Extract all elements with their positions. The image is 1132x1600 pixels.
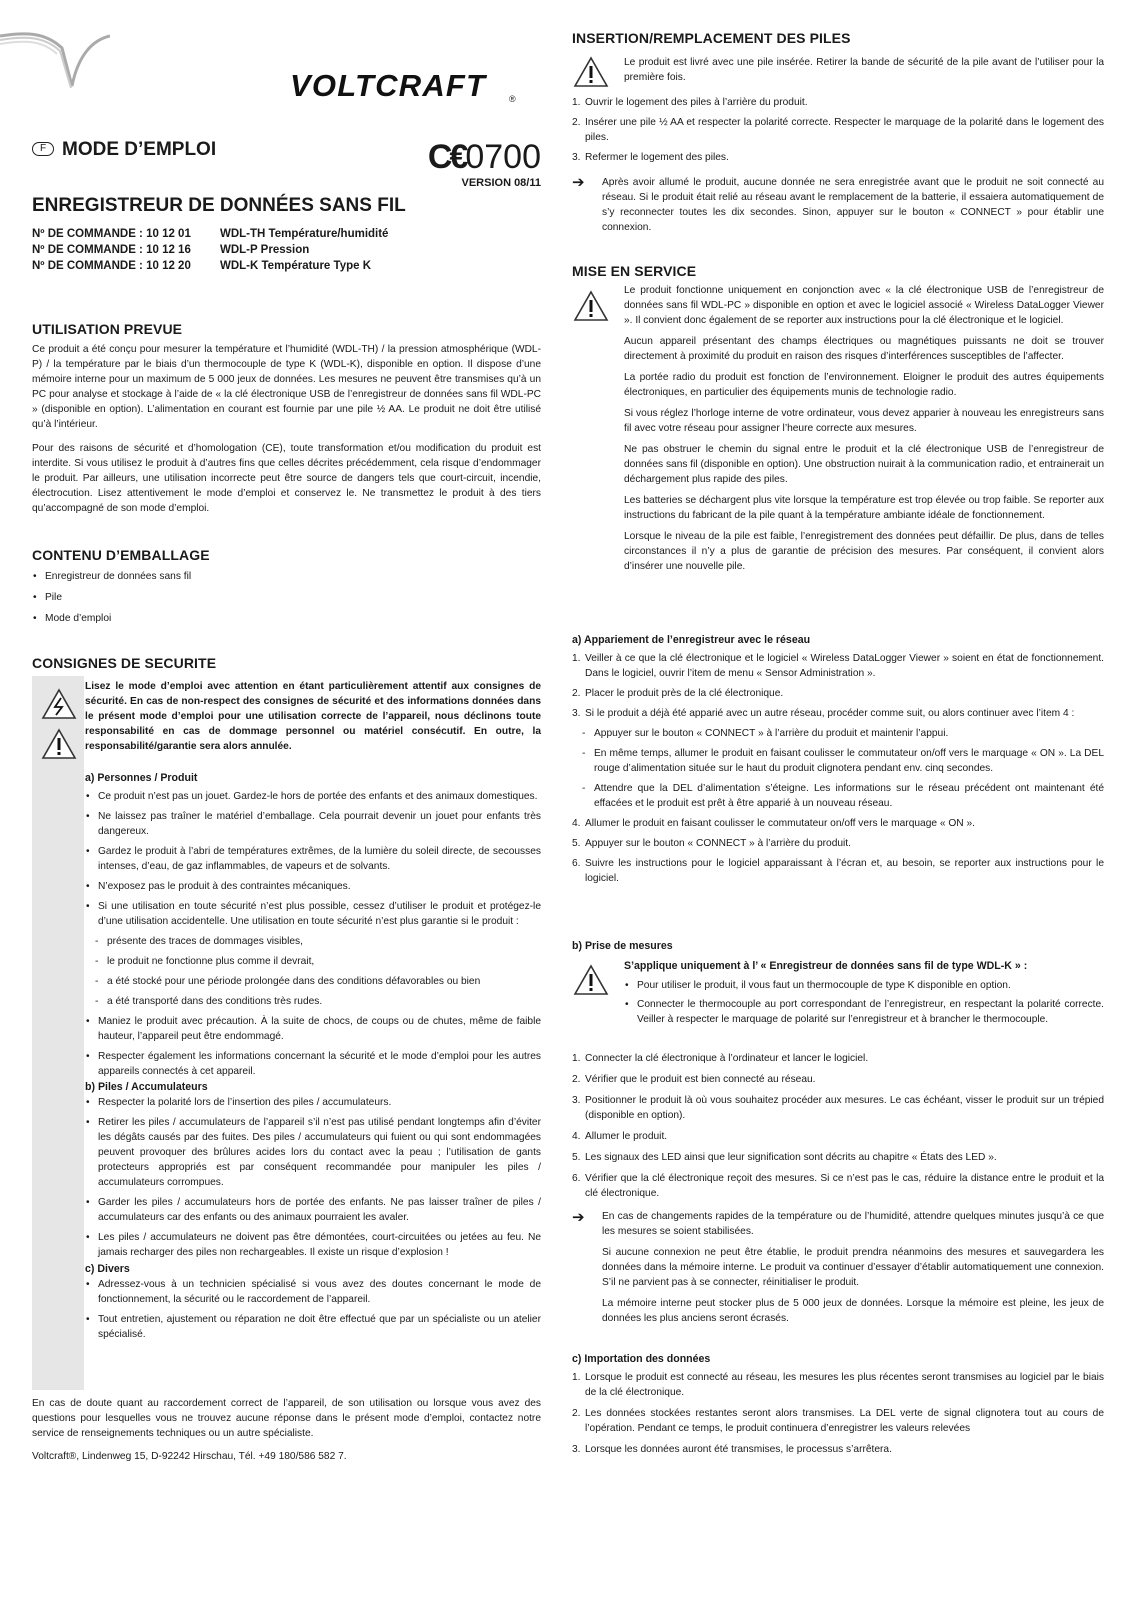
list-item: - Attendre que la DEL d’alimentation s’éteigne. Les informations sur le réseau précédent ont maintenant été effacées et le produit est prêt à être apparié à un nouveau réseau.: [572, 781, 1104, 811]
list-item: 6. Vérifier que la clé électronique reçoit des mesures. Si ce n’est pas le cas, réduire la distance entre le produit et la clé électronique.: [572, 1173, 1104, 1199]
subsection-title: b) Prise de mesures: [572, 940, 673, 952]
list-item: • Garder les piles / accumulateurs hors de portée des enfants. Ne pas laisser traîner de piles / accumulateurs car des enfants ou des animaux pourraient les avaler.: [85, 1195, 541, 1225]
list-item: 4. Allumer le produit en faisant coulisser le commutateur on/off vers le marquage « ON ».: [572, 818, 975, 829]
list-item: 4. Allumer le produit.: [572, 1131, 668, 1142]
list-item: • Adressez-vous à un technicien spécialisé si vous avez des doutes concernant le mode de fonctionnement, la sécurité ou le raccordement de l’appareil.: [85, 1277, 541, 1307]
list-item: • Connecter le thermocouple au port correspondant de l’enregistreur, en respectant la polarité correcte. Veiller à respecter le marquage de polarité sur l’enregistreur et à brancher le thermocouple.: [624, 997, 1104, 1027]
warning-paragraph: Lorsque le niveau de la pile est faible, l’enregistrement des données peut défaillir. De plus, dans de telles circonstances il n’y a plus de garantie de précision des mesures. Par conséquent, il convient alors d’insérer une nouvelle pile.: [624, 531, 1104, 572]
order-number: Nº DE COMMANDE : 10 12 20: [32, 260, 191, 272]
order-model: WDL-P Pression: [220, 244, 310, 256]
warning-icon: [573, 290, 609, 322]
electric-hazard-icon: [41, 688, 77, 720]
arrow-right-icon: ➔: [572, 1209, 585, 1226]
warning-paragraph: Aucun appareil présentant des champs électriques ou magnétiques puissants ne doit se trouver directement à proximité du produit en raison des risques d’interférences susceptibles de l’affecter.: [624, 336, 1104, 362]
subsection-title: c) Divers: [85, 1263, 130, 1275]
warning-icon: [41, 728, 77, 760]
list-item: 3. Positionner le produit là où vous souhaitez procéder aux mesures. Le cas échéant, visser le produit sur un trépied (disponible en option).: [572, 1095, 1104, 1121]
list-item: • Ce produit n’est pas un jouet. Gardez-le hors de portée des enfants et des animaux domestiques.: [85, 789, 541, 804]
list-item: • Respecter la polarité lors de l’insertion des piles / accumulateurs.: [85, 1095, 541, 1110]
list-item: 2. Vérifier que le produit est bien connecté au réseau.: [572, 1074, 816, 1085]
ce-number: 0700: [465, 138, 541, 176]
registered-mark: ®: [509, 94, 516, 104]
warning-paragraph: Le produit fonctionne uniquement en conjonction avec « la clé électronique USB de l’enregistreur de données sans fil WDL-PC » disponible en option et avec le logiciel associé « Wireless DataLogger Viewer ». Il convient donc également de se reporter aux instructions pour la clé électronique et le logiciel.: [624, 285, 1104, 326]
list-item: • Gardez le produit à l’abri de températures extrêmes, de la lumière du soleil directe, de secousses intenses, d’eau, de gaz inflammables, de vapeurs et de solvants.: [85, 844, 541, 874]
utilisation-paragraph: Pour des raisons de sécurité et d’homologation (CE), toute transformation et/ou modification du produit est interdite. Si vous utilisez le produit à d’autres fins que celles décrites précédemment, cela risque d’endommager le produit. Par ailleurs, une utilisation incorrecte peut être source de dangers tels que court-circuit, incendie, électrocution. Lisez attentivement le mode d’emploi et conservez le. Ne transmettez le produit à des tiers qu’accompagné de son mode d’emploi.: [32, 443, 541, 514]
insertion-steps: [572, 95, 1104, 165]
warning-title: S’applique uniquement à l’ « Enregistreur de données sans fil de type WDL-K » :: [624, 960, 1028, 972]
brand-swoosh-icon: [0, 26, 110, 96]
pairing-steps: [572, 651, 1104, 886]
utilisation-paragraph: Ce produit a été conçu pour mesurer la température et l’humidité (WDL-TH) / la pression atmosphérique (WDL-P) / la température par le biais d’un thermocouple de type K (WDL-K), disponible en option. Il dispose d’une mémoire interne pour un maximum de 5 000 jeux de données. Les mesures ne peuvent être transmises qu’à un PC pour analyse et stockage à l’aide de « la clé électronique USB de l’enregistreur de données sans fil WDL-PC » (disponible en option). L’alimentation en courant est fournie par une pile ½ AA. Le produit ne doit être utilisé qu’à l’intérieur.: [32, 344, 541, 430]
list-item: • Respecter également les informations concernant la sécurité et le mode d’emploi pour les autres appareils connectés à cet appareil.: [85, 1049, 541, 1079]
warning-icon: [573, 56, 609, 88]
warning-paragraph: Si vous réglez l’horloge interne de votre ordinateur, vous devez apparier à nouveau les enregistreurs sans fil avec votre réseau pour assigner l’heure correcte aux mesures.: [624, 408, 1104, 434]
wdl-k-warning: [624, 959, 1104, 1027]
warning-paragraph: Les batteries se déchargent plus vite lorsque la température est trop élevée ou trop faible. Se reporter aux instructions du fabricant de la pile quant à la température ambiante idéale de fonctionnement.: [624, 495, 1104, 521]
import-steps: [572, 1370, 1104, 1457]
list-item: 6. Suivre les instructions pour le logiciel apparaissant à l’écran et, au besoin, se reporter aux instructions pour le logiciel.: [572, 858, 1104, 884]
ce-mark: C€0700: [427, 138, 541, 176]
order-model: WDL-TH Température/humidité: [220, 228, 389, 240]
list-item: 1. Connecter la clé électronique à l’ordinateur et lancer le logiciel.: [572, 1053, 869, 1064]
list-item: 5. Appuyer sur le bouton « CONNECT » à l’arrière du produit.: [572, 838, 851, 849]
list-item: • Pile: [32, 590, 541, 605]
order-number: Nº DE COMMANDE : 10 12 01: [32, 228, 191, 240]
note-paragraph: En cas de changements rapides de la température ou de l’humidité, attendre quelques minutes jusqu’à ce que les mesures se soient stabilisées.: [602, 1211, 1104, 1237]
warning-sidebar-strip: [32, 676, 84, 1390]
order-row: [32, 242, 452, 258]
section-title-mise-en-service: MISE EN SERVICE: [572, 263, 697, 279]
section-title-insertion: INSERTION/REMPLACEMENT DES PILES: [572, 30, 851, 46]
list-item: • Maniez le produit avec précaution. À la suite de chocs, de coups ou de chutes, même de faible hauteur, l’appareil peut être endommagé.: [85, 1014, 541, 1044]
list-item: • Ne laissez pas traîner le matériel d’emballage. Cela pourrait devenir un jouet pour enfants très dangereux.: [85, 809, 541, 839]
subsection-title: a) Appariement de l’enregistreur avec le réseau: [572, 634, 811, 646]
mise-warning-block: [624, 283, 1104, 574]
list-item: - a été stocké pour une période prolongée dans des conditions défavorables ou bien: [85, 974, 541, 989]
list-item: - En même temps, allumer le produit en faisant coulisser le commutateur on/off vers le marquage « ON ». La DEL rouge d’alimentation située sur le haut du produit clignotera pendant env. cinq secondes.: [572, 746, 1104, 776]
note-paragraph: La mémoire interne peut stocker plus de 5 000 jeux de données. Lorsque la mémoire est pleine, les jeux de données les plus anciens seront écrasés.: [602, 1298, 1104, 1324]
warning-icon: [573, 964, 609, 996]
list-item: - le produit ne fonctionne plus comme il devrait,: [85, 954, 541, 969]
order-number: Nº DE COMMANDE : 10 12 16: [32, 244, 191, 256]
section-title-utilisation: UTILISATION PREVUE: [32, 321, 183, 337]
list-item: • Retirer les piles / accumulateurs de l’appareil s’il n’est pas utilisé pendant longtemps afin d’éviter les dégâts causés par des fuites. Des piles / accumulateurs qui fuient ou qui sont endommagées peuvent provoquer des brûlures acides lors du contact avec la peau ; l’utilisation de gants protecteurs appropriés est par conséquent recommandée pour manipuler les piles / accumulateurs corrompues.: [85, 1115, 541, 1190]
list-item: • Mode d’emploi: [32, 611, 541, 626]
manufacturer-address: Voltcraft®, Lindenweg 15, D-92242 Hirschau, Tél. +49 180/586 582 7.: [32, 1451, 347, 1462]
warning-paragraph: Ne pas obstruer le chemin du signal entre le produit et la clé électronique USB de l’enregistreur de données sans fil (disponible en option). Une obstruction nuirait à la communication radio, et entrainerait un déchargement plus rapide des piles.: [624, 444, 1104, 485]
list-item: • Tout entretien, ajustement ou réparation ne doit être effectué que par un spécialiste ou un atelier spécialisé.: [85, 1312, 541, 1342]
list-item: • Enregistreur de données sans fil: [32, 569, 541, 584]
list-item: • Pour utiliser le produit, il vous faut un thermocouple de type K disponible en option.: [624, 978, 1104, 993]
subsection-title: b) Piles / Accumulateurs: [85, 1081, 208, 1093]
list-item: 3. Refermer le logement des piles.: [572, 152, 729, 163]
order-list: [32, 226, 452, 274]
note-paragraph: Si aucune connexion ne peut être établie, le produit prendra néanmoins des mesures et sauvegardera les données dans la mémoire interne. Le produit va continuer d’essayer d’établir automatiquement une connexion. S’il ne parvient pas à se connecter, réinitialiser le produit.: [602, 1247, 1104, 1288]
safety-list-a: [85, 789, 541, 1342]
list-item: 1. Lorsque le produit est connecté au réseau, les mesures les plus récentes seront transmises au logiciel par le biais de la clé électronique.: [572, 1372, 1104, 1398]
brand-logo: VOLTCRAFT: [290, 68, 487, 103]
insertion-note: Après avoir allumé le produit, aucune donnée ne sera enregistrée avant que le produit ne soit connecté au réseau. Si le produit était relié au réseau avant le remplacement de la batterie, il essaiera automatiquement de s’y reconnecter toutes les dix secondes. Sinon, appuyer sur le bouton « CONNECT » pour établir une connexion.: [602, 177, 1104, 233]
list-item: 3. Si le produit a déjà été apparié avec un autre réseau, procéder comme suit, ou alors continuer avec l’item 4 :: [572, 708, 1075, 719]
product-title: ENREGISTREUR DE DONNÉES SANS FIL: [32, 195, 406, 216]
arrow-right-icon: ➔: [572, 174, 585, 191]
list-item: - a été transporté dans des conditions très rudes.: [85, 994, 541, 1009]
measurement-notes: [602, 1209, 1104, 1326]
list-item: 2. Insérer une pile ½ AA et respecter la polarité correcte. Respecter le marquage de la polarité dans le logement des piles.: [572, 117, 1104, 143]
order-model: WDL-K Température Type K: [220, 260, 372, 272]
list-item: - présente des traces de dommages visibles,: [85, 934, 541, 949]
subsection-title: a) Personnes / Produit: [85, 772, 198, 784]
list-item: • Si une utilisation en toute sécurité n’est plus possible, cessez d’utiliser le produit et protégez-le d’une utilisation accidentelle. Une utilisation en toute sécurité n’est plus garantie si le produit :: [85, 899, 541, 929]
measurement-steps: [572, 1051, 1104, 1201]
insertion-warning: Le produit est livré avec une pile insérée. Retirer la bande de sécurité de la pile avant de l’utiliser pour la première fois.: [624, 57, 1104, 83]
list-item: 5. Les signaux des LED ainsi que leur signification sont décrits au chapitre « États des LED ».: [572, 1152, 997, 1163]
list-item: • Les piles / accumulateurs ne doivent pas être démontées, court-circuitées ou jetées au feu. Ne jamais recharger des piles non rechargeables. Il existe un risque d’explosion !: [85, 1230, 541, 1260]
list-item: - Appuyer sur le bouton « CONNECT » à l’arrière du produit et maintenir l’appui.: [572, 726, 1104, 741]
subsection-title: c) Importation des données: [572, 1353, 711, 1365]
safety-outro: En cas de doute quant au raccordement correct de l’appareil, de son utilisation ou lorsque vous avez des questions pour lesquelles vous ne trouvez aucune réponse dans le présent mode d’emploi, contactez notre service de renseignements techniques ou un autre spécialiste.: [32, 1398, 541, 1439]
list-item: 2. Placer le produit près de la clé électronique.: [572, 688, 784, 699]
list-item: 3. Lorsque les données auront été transmises, le processus s’arrêtera.: [572, 1444, 892, 1455]
warning-paragraph: La portée radio du produit est fonction de l’environnement. Eloigner le produit des autres équipements électroniques, en particulier des équipements munis de technologie radio.: [624, 372, 1104, 398]
list-item: 1. Ouvrir le logement des piles à l’arrière du produit.: [572, 97, 808, 108]
list-item: • N’exposez pas le produit à des contraintes mécaniques.: [85, 879, 541, 894]
list-item: 1. Veiller à ce que la clé électronique et le logiciel « Wireless DataLogger Viewer » soient en état de fonctionnement. Dans le logiciel, ouvrir l’item de menu « Sensor Administration ».: [572, 653, 1104, 679]
list-item: 2. Les données stockées restantes seront alors transmises. La DEL verte de signal clignotera tout au cours de l’opération. Pendant ce temps, le produit continuera d’enregistrer les valeurs relevées: [572, 1408, 1104, 1434]
section-title-consignes: CONSIGNES DE SECURITE: [32, 655, 217, 671]
order-row: [32, 226, 452, 242]
language-badge: F: [32, 142, 54, 156]
version-label: VERSION 08/11: [461, 177, 541, 189]
safety-intro: Lisez le mode d’emploi avec attention en étant particulièrement attentif aux consignes de sécurité. En cas de non-respect des consignes de sécurité et des informations données dans le présent mode d’emploi pour une utilisation correcte de l’appareil, nous déclinons toute responsabilité en cas de dommage personnel ou matériel consécutif. En outre, la responsabilité/garantie sera alors annulée.: [85, 681, 541, 752]
doc-title: MODE D’EMPLOI: [62, 139, 217, 160]
section-title-contenu: CONTENU D’EMBALLAGE: [32, 547, 210, 563]
order-row: [32, 258, 452, 274]
